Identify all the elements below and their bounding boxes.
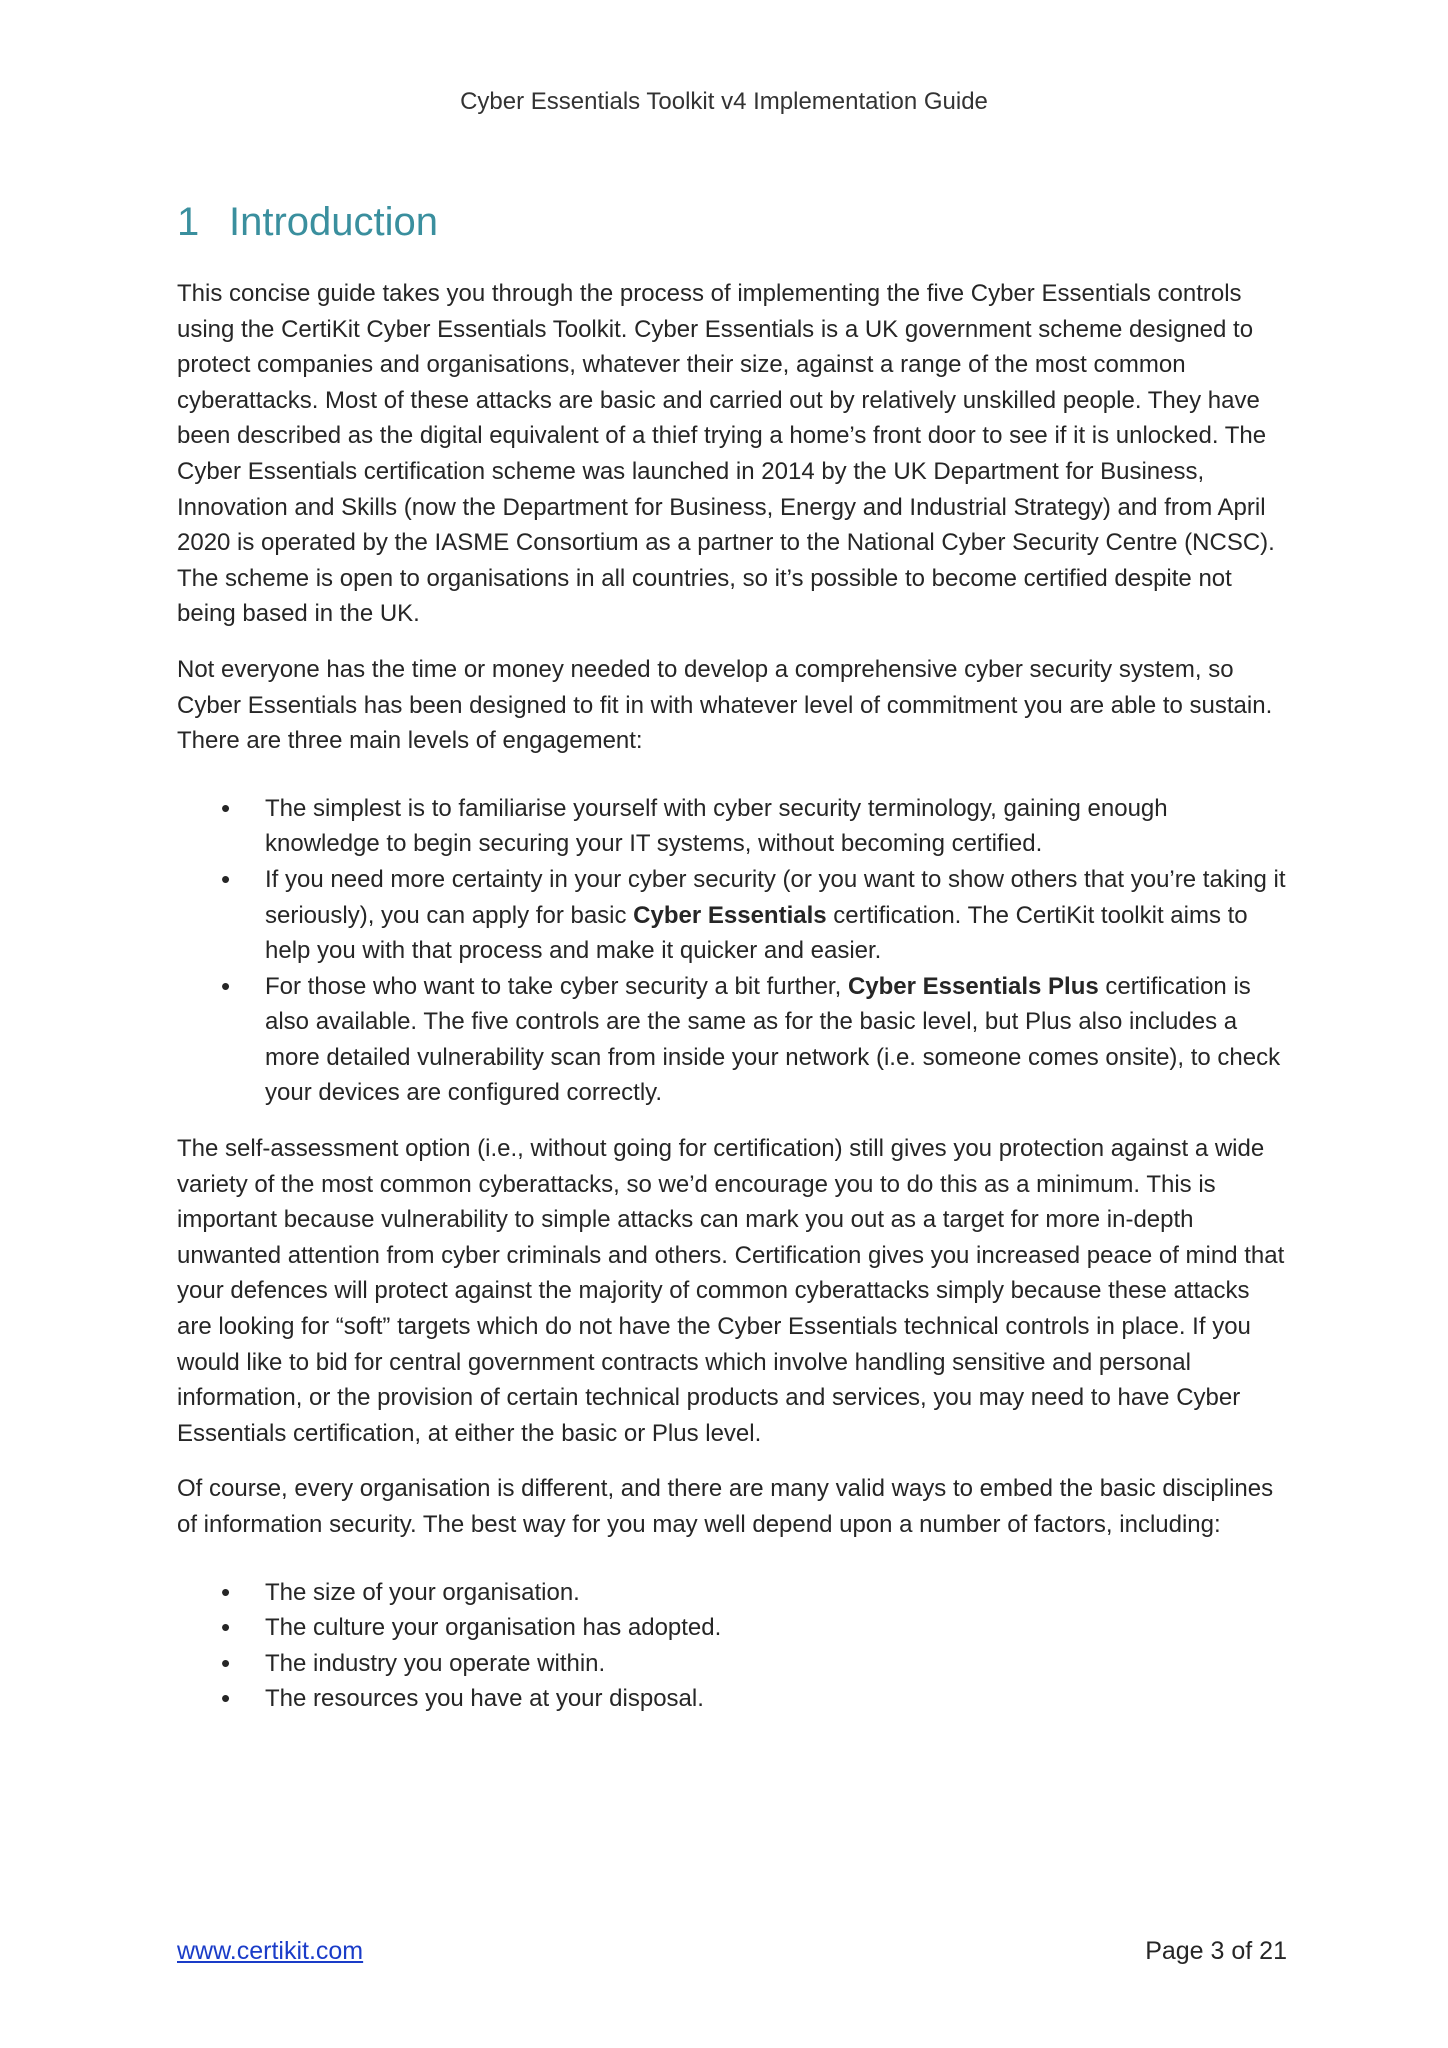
level-2-text-pre: If you need more certainty in your cyber security (or you want to show others that you’re taking it seriously), you can apply for basic <box>265 865 1286 929</box>
factors-list <box>177 1575 1287 1717</box>
engagement-paragraph: Not everyone has the time or money needed to develop a comprehensive cyber security system, so Cyber Essentials has been designed to fit in with whatever level of commitment you are able to sustain. There are three main levels of engagement: <box>177 655 1273 755</box>
factors-paragraph: Of course, every organisation is different, and there are many valid ways to embed the basic disciplines of information security. The best way for you may well depend upon a number of factors, including: <box>177 1475 1274 1538</box>
section-title: Introduction <box>229 200 439 244</box>
page-header: Cyber Essentials Toolkit v4 Implementation Guide <box>460 88 988 115</box>
list-item <box>177 969 1287 1111</box>
level-2-bold: Cyber Essentials <box>633 901 827 929</box>
level-3-text-pre: For those who want to take cyber security a bit further, <box>265 972 848 1000</box>
page-footer <box>177 1937 1287 1966</box>
level-3-text-post: certification is also available. The five controls are the same as for the basic level, but Plus also includes a more detailed vulnerability scan from inside your network (i.e. someone comes onsite), to check your devices are configured correctly. <box>265 972 1281 1107</box>
self-assessment-paragraph: The self-assessment option (i.e., without going for certification) still gives you protection against a wide variety of the most common cyberattacks, so we’d encourage you to do this as a minimum. This is important because vulnerability to simple attacks can mark you out as a target for more in-depth unwanted attention from cyber criminals and others. Certification gives you increased peace of mind that your defences will protect against the majority of common cyberattacks simply because these attacks are looking for “soft” targets which do not have the Cyber Essentials technical controls in place. If you would like to bid for central government contracts which involve handling sensitive and personal information, or the provision of certain technical products and services, you may need to have Cyber Essentials certification, at either the basic or Plus level. <box>177 1135 1285 1447</box>
list-item: • The industry you operate within. <box>177 1646 1287 1682</box>
list-item: • The culture your organisation has adopted. <box>177 1610 1287 1646</box>
section-heading <box>177 196 1287 248</box>
engagement-levels-list <box>177 791 1287 1111</box>
list-item: • The size of your organisation. <box>177 1575 1287 1611</box>
website-link[interactable]: www.certikit.com <box>177 1937 364 1965</box>
main-content <box>177 196 1287 1737</box>
list-item: • The resources you have at your disposal. <box>177 1681 1287 1717</box>
list-item <box>177 791 1287 862</box>
section-number: 1 <box>177 200 200 244</box>
intro-paragraph: This concise guide takes you through the process of implementing the five Cyber Essentials controls using the CertiKit Cyber Essentials Toolkit. Cyber Essentials is a UK government scheme designed to protect companies and organisations, whatever their size, against a range of the most common cyberattacks. Most of these attacks are basic and carried out by relatively unskilled people. They have been described as the digital equivalent of a thief trying a home’s front door to see if it is unlocked. The Cyber Essentials certification scheme was launched in 2014 by the UK Department for Business, Innovation and Skills (now the Department for Business, Energy and Industrial Strategy) and from April 2020 is operated by the IASME Consortium as a partner to the National Cyber Security Centre (NCSC). The scheme is open to organisations in all countries, so it’s possible to become certified despite not being based in the UK. <box>177 280 1275 628</box>
level-3-bold: Cyber Essentials Plus <box>847 972 1099 1000</box>
list-item <box>177 862 1287 969</box>
page-number: Page 3 of 21 <box>1145 1937 1287 1965</box>
level-1-text: The simplest is to familiarise yourself with cyber security terminology, gaining enough knowledge to begin securing your IT systems, without becoming certified. <box>265 794 1168 858</box>
level-2-text-post: certification. The CertiKit toolkit aims to help you with that process and make it quicker and easier. <box>265 901 1248 965</box>
